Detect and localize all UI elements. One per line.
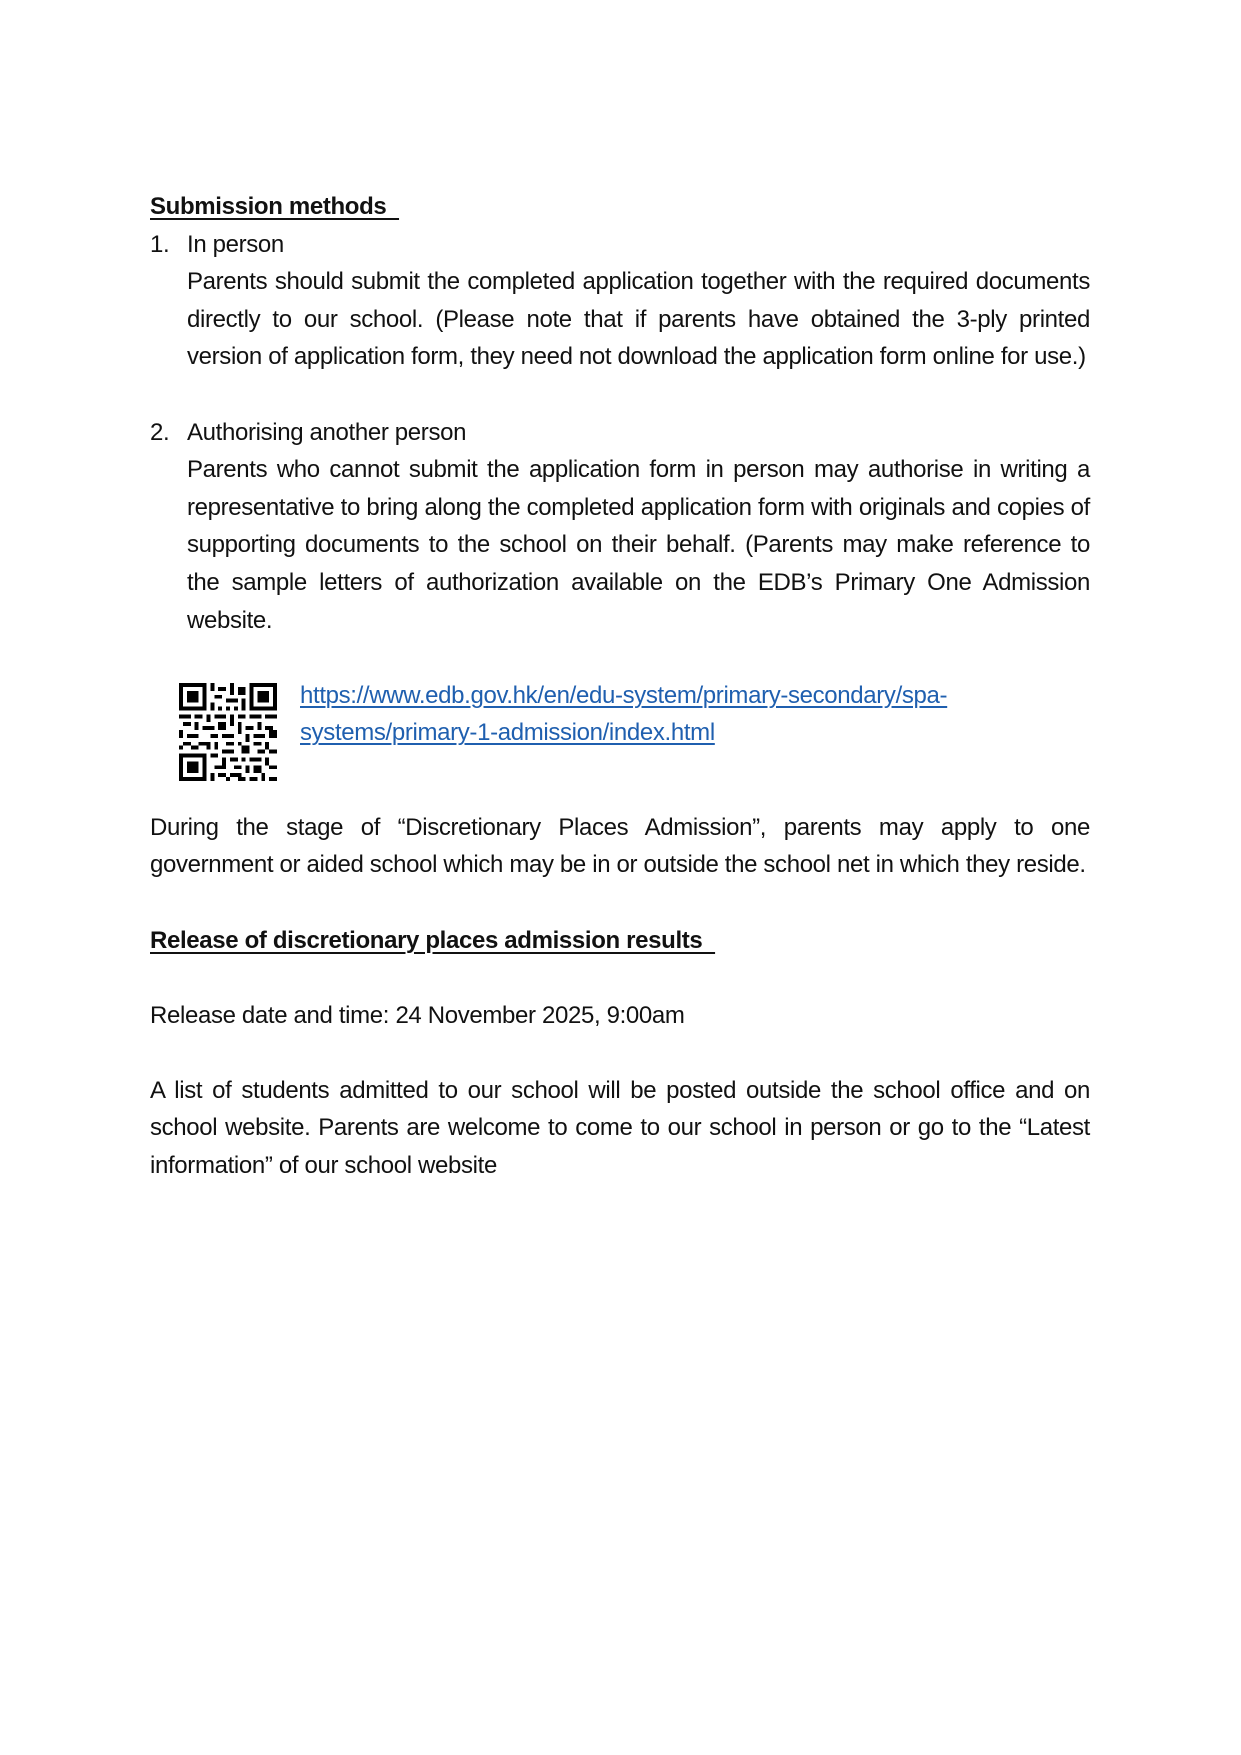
list-number: 1.	[150, 230, 170, 258]
spacer	[150, 884, 1090, 922]
edb-admission-link[interactable]	[300, 677, 1090, 752]
release-results-heading: Release of discretionary places admission results	[150, 926, 716, 954]
link-line-1[interactable]: https://www.edb.gov.hk/en/edu-system/primary-secondary/spa-	[300, 681, 948, 709]
release-description: A list of students admitted to our school will be posted outside the school office and on school website. Parents are welcome to come to our school in person or go to the “Latest information” of our school website	[150, 1076, 1090, 1180]
link-line-2[interactable]: systems/primary-1-admission/index.html	[300, 719, 715, 747]
item-title: In person	[187, 230, 284, 258]
discretionary-places-note: During the stage of “Discretionary Places Admission”, parents may apply to one government or aided school which may be in or outside the school net in which they reside.	[150, 813, 1090, 879]
document-page	[150, 188, 1090, 1185]
submission-methods-list	[150, 226, 1090, 640]
spacer	[150, 639, 1090, 677]
edb-link-row	[150, 677, 1090, 789]
release-date-time: Release date and time: 24 November 2025, 9:00am	[150, 1001, 685, 1029]
spacer	[150, 789, 1090, 809]
list-item-in-person	[150, 226, 1090, 376]
item-title: Authorising another person	[187, 418, 467, 446]
spacer	[150, 1034, 1090, 1072]
spacer	[150, 959, 1090, 997]
list-item-authorising-another-person	[150, 414, 1090, 640]
qr-code-icon[interactable]	[179, 683, 277, 781]
item-body: Parents should submit the completed application together with the required documents directly to our school. (Please note that if parents have obtained the 3-ply printed version of application form, they need not download the application form online for use.)	[187, 268, 1090, 371]
item-body: Parents who cannot submit the application form in person may authorise in writing a representative to bring along the completed application form with originals and copies of supporting documents to the school on their behalf. (Parents may make reference to the sample letters of authorization available on the EDB’s Primary One Admission website.	[187, 456, 1090, 634]
spacer	[150, 376, 1090, 414]
submission-methods-heading: Submission methods	[150, 193, 400, 220]
list-number: 2.	[150, 418, 170, 446]
